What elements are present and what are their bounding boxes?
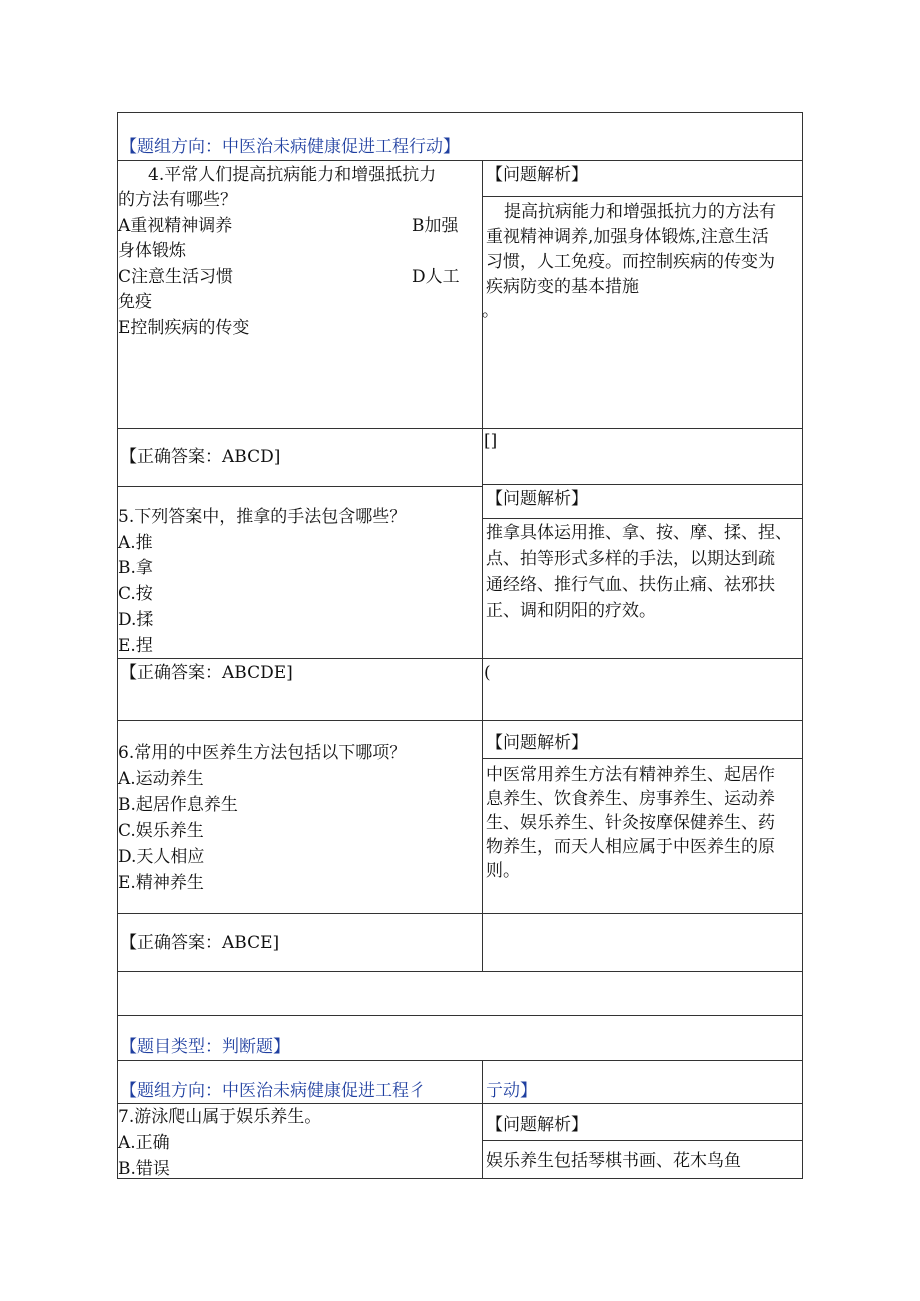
q6-analysis-line: 生、娱乐养生、针灸按摩保健养生、药 [486,813,775,833]
q4-analysis-line: 疾病防变的基本措施 [486,277,639,297]
q6-analysis-title: 【问题解析】 [486,733,588,753]
q5-option: A.推 [118,533,153,553]
group-header: 【题组方向：中医治未病健康促进工程行动】 [120,137,460,157]
q5-option: C.按 [118,584,153,604]
rule [117,913,803,914]
rule [117,486,483,487]
rule-top [117,112,803,113]
q4-stem-line1: 4.平常人们提高抗病能力和增强抵抗力 [148,165,437,185]
q7-stem: 7.游泳爬山属于娱乐养生。 [118,1107,322,1127]
q7-analysis-title: 【问题解析】 [486,1115,588,1135]
q5-analysis-line: 正、调和阴阳的疗效。 [486,601,656,621]
rule [117,971,803,972]
q4-option-e: E控制疾病的传变 [118,318,250,338]
group-header-right: 亍动】 [486,1081,537,1101]
rule [117,428,803,429]
rule-right [802,112,803,1179]
q5-option: B.拿 [118,558,153,578]
q5-analysis-title: 【问题解析】 [486,489,588,509]
q4-analysis-line: 重视精神调养,加强身体锻炼,注意生活 [486,227,769,247]
q6-option: D.天人相应 [118,847,205,867]
rule [483,1140,803,1141]
q4-stem-line2: 的方法有哪些？ [118,190,237,210]
rule [483,758,803,759]
q5-answer: 【正确答案：ABCDE] [120,663,293,683]
rule [117,720,803,721]
q7-option: B.错误 [118,1159,170,1179]
q6-analysis-line: 息养生、饮食养生、房事养生、运动养 [486,789,775,809]
q6-analysis-line: 中医常用养生方法有精神养生、起居作 [486,765,775,785]
q6-option: A.运动养生 [118,769,204,789]
question-type-header: 【题目类型：判断题】 [120,1037,290,1057]
q5-analysis-line: 点、拍等形式多样的手法，以期达到疏 [486,549,775,569]
q4-analysis-line: 习惯，人工免疫。而控制疾病的传变为 [486,252,775,272]
q5-analysis-line: 通经络、推行气血、扶伤止痛、祛邪扶 [486,575,775,595]
q6-option: C.娱乐养生 [118,821,204,841]
q6-answer: 【正确答案：ABCE] [120,933,280,953]
q4-option-a: A重视精神调养 [118,216,233,236]
q4-option-b: B加强 [412,216,459,236]
rule [483,518,803,519]
q5-answer-right: ( [484,663,491,683]
q6-option: B.起居作息养生 [118,795,238,815]
q4-analysis-line: 。 [482,301,499,321]
q4-option-c: C注意生活习惯 [118,267,234,287]
q5-stem: 5.下列答案中，推拿的手法包含哪些？ [118,507,407,527]
q5-option: E.捏 [118,636,153,656]
rule [117,160,803,161]
q5-analysis-line: 推拿具体运用推、拿、按、摩、揉、捏、 [486,523,792,543]
rule [483,196,803,197]
q5-option: D.揉 [118,610,154,630]
q6-analysis-line: 物养生，而天人相应属于中医养生的原 [486,837,775,857]
q7-option: A.正确 [118,1133,170,1153]
q6-option: E.精神养生 [118,873,204,893]
rule-middle [482,160,483,972]
q6-stem: 6.常用的中医养生方法包括以下哪项？ [118,743,407,763]
q4-option-b-cont: 身体锻炼 [118,241,186,261]
q4-option-d-cont: 免疫 [118,292,152,312]
q4-answer: 【正确答案：ABCD] [120,447,281,467]
q6-analysis-line: 则。 [486,861,520,881]
rule-middle [482,1060,483,1179]
q4-analysis-title: 【问题解析】 [486,165,588,185]
group-header-left: 【题组方向：中医治未病健康促进工程彳 [120,1081,426,1101]
q4-answer-right: [] [484,431,498,451]
rule-bottom [117,1178,803,1179]
rule [117,1015,803,1016]
q7-analysis-line: 娱乐养生包括琴棋书画、花木鸟鱼 [486,1151,741,1171]
rule [117,1060,803,1061]
rule [117,658,803,659]
rule [483,484,803,485]
q4-option-d: D人工 [412,267,460,287]
q4-analysis-line: 提高抗病能力和增强抵抗力的方法有 [504,202,776,222]
